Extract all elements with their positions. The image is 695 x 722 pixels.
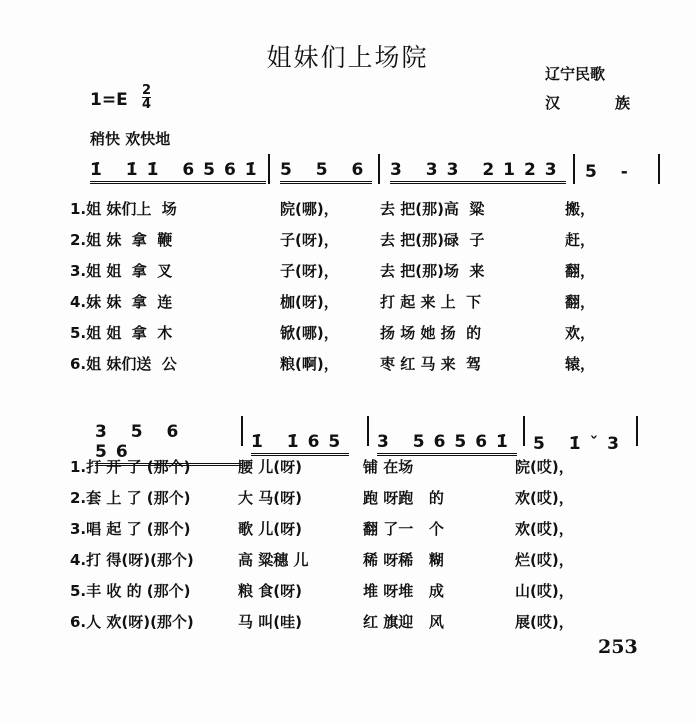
meter-bottom: 4: [142, 97, 152, 112]
lyric-segment: 2.套 上 了 (那个): [70, 489, 191, 507]
lyric-segment: 5.丰 收 的 (那个): [70, 582, 191, 600]
notes: 5 1̇ˇ3: [533, 434, 628, 454]
lyric-segment: 翻，: [565, 293, 596, 311]
lyric-verse: [70, 198, 645, 219]
notation-line-1: [90, 160, 660, 184]
notes: 5 5 6: [280, 160, 372, 184]
lyric-segment: 4.妹 妹 拿 连: [70, 293, 173, 311]
notes: 3 56561̇: [377, 432, 517, 456]
lyric-segment: 红 旗迎 风: [363, 613, 444, 631]
lyric-segment: 3.唱 起 了 (那个): [70, 520, 191, 538]
lyric-verse: [70, 322, 645, 343]
lyric-segment: 翻，: [565, 262, 596, 280]
lyric-segment: 6.人 欢(呀)(那个): [70, 613, 194, 631]
lyric-segment: 欢(哎)，: [515, 489, 574, 507]
lyric-segment: 6.姐 妹们送 公: [70, 355, 177, 373]
notes: 5 -: [585, 162, 637, 182]
bar-line: [658, 154, 660, 184]
page-number: 253: [598, 636, 638, 658]
lyric-segment: 2.姐 妹 拿 鞭: [70, 231, 173, 249]
lyric-segment: 跑 呀跑 的: [363, 489, 444, 507]
lyric-segment: 展(哎)，: [515, 613, 574, 631]
lyric-verse: [70, 518, 615, 539]
lyric-segment: 欢(哎)，: [515, 520, 574, 538]
lyric-verse: [70, 611, 615, 632]
song-origin: 辽宁民歌: [545, 65, 606, 83]
lyric-segment: 赶，: [565, 231, 596, 249]
measure: [90, 160, 270, 184]
lyric-verse: [70, 260, 645, 281]
lyric-segment: 马 叫(哇): [238, 613, 302, 631]
lyric-verse: [70, 549, 615, 570]
lyric-segment: 欢，: [565, 324, 596, 342]
lyric-verse: [70, 229, 645, 250]
lyric-segment: 歌 儿(呀): [238, 520, 302, 538]
tempo-marking: 稍快 欢快地: [90, 130, 171, 148]
lyric-segment: 辕，: [565, 355, 596, 373]
lyric-segment: 枣 红 马 来 驾: [380, 355, 482, 373]
notes: 1̇ 1̇65: [251, 432, 349, 456]
lyric-verse: [70, 456, 615, 477]
ethnic-char: 汉: [545, 94, 561, 112]
lyric-segment: 粮(啊)，: [280, 355, 339, 373]
lyric-segment: 打 起 来 上 下: [380, 293, 482, 311]
meter-top: 2: [142, 83, 152, 98]
lyric-segment: 3.姐 姐 拿 叉: [70, 262, 173, 280]
song-title: 姐妹们上场院: [266, 43, 429, 72]
lyric-segment: 大 马(呀): [238, 489, 302, 507]
lyric-verse: [70, 487, 615, 508]
lyric-verse: [70, 580, 615, 601]
lyric-segment: 去 把(那)碌 子: [380, 231, 485, 249]
lyric-segment: 翻 了一 个: [363, 520, 444, 538]
lyric-segment: 子(呀)，: [280, 262, 339, 280]
lyric-segment: 堆 呀堆 成: [363, 582, 444, 600]
ethnic-group: [545, 92, 630, 113]
lyric-segment: 腰 儿(呀): [238, 458, 302, 476]
lyric-segment: 4.打 得(呀)(那个): [70, 551, 194, 569]
ethnic-char: 族: [614, 94, 630, 112]
lyric-segment: 1.姐 妹们上 场: [70, 200, 177, 218]
lyric-segment: 院(哎)，: [515, 458, 574, 476]
lyric-verse: [70, 353, 645, 374]
lyric-segment: 锨(哪)，: [280, 324, 339, 342]
lyric-segment: 5.姐 姐 拿 木: [70, 324, 173, 342]
lyric-segment: 子(呀)，: [280, 231, 339, 249]
notes: 3 5 6 56: [95, 422, 243, 466]
lyric-segment: 枷(呀)，: [280, 293, 339, 311]
measure: [270, 160, 380, 184]
lyric-segment: 铺 在场: [363, 458, 414, 476]
key-signature: 1=E: [90, 90, 128, 110]
lyric-segment: 搬，: [565, 200, 596, 218]
bar-line: [636, 416, 638, 446]
lyric-segment: 1.打 开 了 (那个): [70, 458, 191, 476]
measure: [575, 160, 660, 184]
lyric-segment: 稀 呀稀 糊: [363, 551, 444, 569]
lyric-segment: 高 粱穗 儿: [238, 551, 309, 569]
lyric-segment: 粮 食(呀): [238, 582, 302, 600]
lyric-segment: 院(哪)，: [280, 200, 339, 218]
lyric-segment: 山(哎)，: [515, 582, 574, 600]
notes: 1̇ 1̇1̇ 6561̇: [90, 160, 266, 184]
lyric-segment: 扬 场 她 扬 的: [380, 324, 482, 342]
lyric-segment: 烂(哎)，: [515, 551, 574, 569]
lyric-segment: 去 把(那)高 粱: [380, 200, 485, 218]
time-signature: [142, 84, 151, 111]
notes: 3 33 2123: [390, 160, 566, 184]
lyric-segment: 去 把(那)场 来: [380, 262, 485, 280]
measure: [380, 160, 575, 184]
lyric-verse: [70, 291, 645, 312]
